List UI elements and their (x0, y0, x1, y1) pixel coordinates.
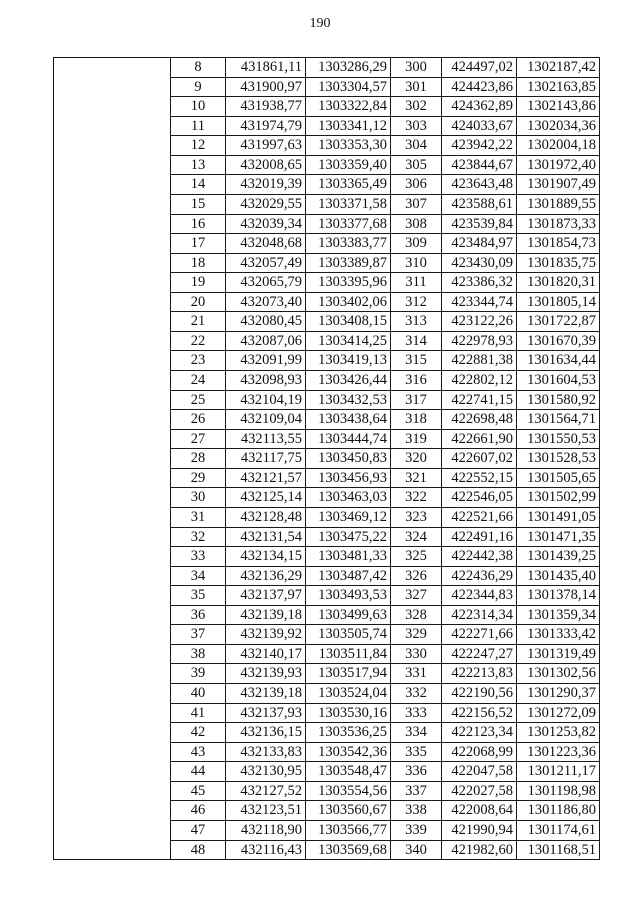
point-number-cell: 10 (171, 97, 226, 117)
point-number-cell: 15 (171, 194, 226, 214)
point-number-cell: 319 (391, 429, 442, 449)
merged-left-column-cell (54, 58, 171, 860)
x-coordinate-cell: 423386,32 (442, 273, 517, 293)
point-number-cell: 9 (171, 77, 226, 97)
x-coordinate-cell: 432128,48 (226, 507, 306, 527)
x-coordinate-cell: 431861,11 (226, 58, 306, 78)
point-number-cell: 327 (391, 586, 442, 606)
x-coordinate-cell: 432139,93 (226, 664, 306, 684)
y-coordinate-cell: 1303463,03 (306, 488, 391, 508)
y-coordinate-cell: 1303530,16 (306, 703, 391, 723)
y-coordinate-cell: 1301319,49 (517, 644, 600, 664)
y-coordinate-cell: 1303566,77 (306, 820, 391, 840)
y-coordinate-cell: 1301670,39 (517, 331, 600, 351)
y-coordinate-cell: 1303524,04 (306, 684, 391, 704)
y-coordinate-cell: 1303469,12 (306, 507, 391, 527)
y-coordinate-cell: 1303438,64 (306, 410, 391, 430)
x-coordinate-cell: 432125,14 (226, 488, 306, 508)
point-number-cell: 31 (171, 507, 226, 527)
point-number-cell: 329 (391, 625, 442, 645)
x-coordinate-cell: 432118,90 (226, 820, 306, 840)
x-coordinate-cell: 422213,83 (442, 664, 517, 684)
y-coordinate-cell: 1303475,22 (306, 527, 391, 547)
point-number-cell: 13 (171, 155, 226, 175)
y-coordinate-cell: 1302034,36 (517, 116, 600, 136)
page-number: 190 (309, 16, 331, 31)
point-number-cell: 325 (391, 547, 442, 567)
x-coordinate-cell: 422978,93 (442, 331, 517, 351)
y-coordinate-cell: 1301505,65 (517, 468, 600, 488)
x-coordinate-cell: 432121,57 (226, 468, 306, 488)
point-number-cell: 332 (391, 684, 442, 704)
y-coordinate-cell: 1303569,68 (306, 840, 391, 860)
x-coordinate-cell: 422491,16 (442, 527, 517, 547)
x-coordinate-cell: 423539,84 (442, 214, 517, 234)
y-coordinate-cell: 1301820,31 (517, 273, 600, 293)
x-coordinate-cell: 432133,83 (226, 742, 306, 762)
x-coordinate-cell: 422802,12 (442, 371, 517, 391)
y-coordinate-cell: 1302163,85 (517, 77, 600, 97)
y-coordinate-cell: 1301333,42 (517, 625, 600, 645)
x-coordinate-cell: 424033,67 (442, 116, 517, 136)
x-coordinate-cell: 423588,61 (442, 194, 517, 214)
point-number-cell: 324 (391, 527, 442, 547)
point-number-cell: 22 (171, 331, 226, 351)
x-coordinate-cell: 432130,95 (226, 762, 306, 782)
point-number-cell: 42 (171, 723, 226, 743)
x-coordinate-cell: 432087,06 (226, 331, 306, 351)
y-coordinate-cell: 1303286,29 (306, 58, 391, 78)
point-number-cell: 309 (391, 234, 442, 254)
x-coordinate-cell: 432019,39 (226, 175, 306, 195)
x-coordinate-cell: 431974,79 (226, 116, 306, 136)
x-coordinate-cell: 431938,77 (226, 97, 306, 117)
y-coordinate-cell: 1303487,42 (306, 566, 391, 586)
y-coordinate-cell: 1301528,53 (517, 449, 600, 469)
point-number-cell: 8 (171, 58, 226, 78)
point-number-cell: 44 (171, 762, 226, 782)
y-coordinate-cell: 1301550,53 (517, 429, 600, 449)
y-coordinate-cell: 1301359,34 (517, 605, 600, 625)
x-coordinate-cell: 432136,29 (226, 566, 306, 586)
y-coordinate-cell: 1303359,40 (306, 155, 391, 175)
y-coordinate-cell: 1303536,25 (306, 723, 391, 743)
point-number-cell: 310 (391, 253, 442, 273)
x-coordinate-cell: 432029,55 (226, 194, 306, 214)
point-number-cell: 26 (171, 410, 226, 430)
x-coordinate-cell: 432109,04 (226, 410, 306, 430)
point-number-cell: 326 (391, 566, 442, 586)
point-number-cell: 38 (171, 644, 226, 664)
point-number-cell: 302 (391, 97, 442, 117)
x-coordinate-cell: 432117,75 (226, 449, 306, 469)
y-coordinate-cell: 1303365,49 (306, 175, 391, 195)
point-number-cell: 306 (391, 175, 442, 195)
x-coordinate-cell: 432039,34 (226, 214, 306, 234)
point-number-cell: 338 (391, 801, 442, 821)
point-number-cell: 331 (391, 664, 442, 684)
y-coordinate-cell: 1301835,75 (517, 253, 600, 273)
y-coordinate-cell: 1303456,93 (306, 468, 391, 488)
y-coordinate-cell: 1303419,13 (306, 351, 391, 371)
y-coordinate-cell: 1301634,44 (517, 351, 600, 371)
x-coordinate-cell: 432139,18 (226, 684, 306, 704)
y-coordinate-cell: 1303389,87 (306, 253, 391, 273)
point-number-cell: 36 (171, 605, 226, 625)
x-coordinate-cell: 422546,05 (442, 488, 517, 508)
y-coordinate-cell: 1303450,83 (306, 449, 391, 469)
point-number-cell: 333 (391, 703, 442, 723)
x-coordinate-cell: 423344,74 (442, 292, 517, 312)
y-coordinate-cell: 1301854,73 (517, 234, 600, 254)
y-coordinate-cell: 1301604,53 (517, 371, 600, 391)
y-coordinate-cell: 1301972,40 (517, 155, 600, 175)
point-number-cell: 32 (171, 527, 226, 547)
x-coordinate-cell: 422314,34 (442, 605, 517, 625)
y-coordinate-cell: 1303505,74 (306, 625, 391, 645)
x-coordinate-cell: 422607,02 (442, 449, 517, 469)
x-coordinate-cell: 432091,99 (226, 351, 306, 371)
point-number-cell: 328 (391, 605, 442, 625)
point-number-cell: 23 (171, 351, 226, 371)
y-coordinate-cell: 1301873,33 (517, 214, 600, 234)
point-number-cell: 12 (171, 136, 226, 156)
point-number-cell: 311 (391, 273, 442, 293)
point-number-cell: 340 (391, 840, 442, 860)
x-coordinate-cell: 432137,93 (226, 703, 306, 723)
y-coordinate-cell: 1303560,67 (306, 801, 391, 821)
y-coordinate-cell: 1302187,42 (517, 58, 600, 78)
x-coordinate-cell: 432104,19 (226, 390, 306, 410)
point-number-cell: 25 (171, 390, 226, 410)
x-coordinate-cell: 422741,15 (442, 390, 517, 410)
x-coordinate-cell: 432065,79 (226, 273, 306, 293)
y-coordinate-cell: 1303383,77 (306, 234, 391, 254)
y-coordinate-cell: 1303444,74 (306, 429, 391, 449)
point-number-cell: 11 (171, 116, 226, 136)
x-coordinate-cell: 432131,54 (226, 527, 306, 547)
x-coordinate-cell: 432136,15 (226, 723, 306, 743)
point-number-cell: 304 (391, 136, 442, 156)
point-number-cell: 41 (171, 703, 226, 723)
x-coordinate-cell: 432008,65 (226, 155, 306, 175)
y-coordinate-cell: 1301805,14 (517, 292, 600, 312)
x-coordinate-cell: 422521,66 (442, 507, 517, 527)
point-number-cell: 27 (171, 429, 226, 449)
x-coordinate-cell: 432137,97 (226, 586, 306, 606)
point-number-cell: 40 (171, 684, 226, 704)
point-number-cell: 317 (391, 390, 442, 410)
x-coordinate-cell: 432127,52 (226, 781, 306, 801)
point-number-cell: 30 (171, 488, 226, 508)
x-coordinate-cell: 422123,34 (442, 723, 517, 743)
x-coordinate-cell: 422068,99 (442, 742, 517, 762)
point-number-cell: 39 (171, 664, 226, 684)
y-coordinate-cell: 1302143,86 (517, 97, 600, 117)
y-coordinate-cell: 1303353,30 (306, 136, 391, 156)
point-number-cell: 28 (171, 449, 226, 469)
point-number-cell: 37 (171, 625, 226, 645)
x-coordinate-cell: 432098,93 (226, 371, 306, 391)
y-coordinate-cell: 1301186,80 (517, 801, 600, 821)
y-coordinate-cell: 1301564,71 (517, 410, 600, 430)
y-coordinate-cell: 1301722,87 (517, 312, 600, 332)
x-coordinate-cell: 423430,09 (442, 253, 517, 273)
x-coordinate-cell: 422047,58 (442, 762, 517, 782)
x-coordinate-cell: 432073,40 (226, 292, 306, 312)
y-coordinate-cell: 1303432,53 (306, 390, 391, 410)
y-coordinate-cell: 1301378,14 (517, 586, 600, 606)
point-number-cell: 334 (391, 723, 442, 743)
x-coordinate-cell: 424362,89 (442, 97, 517, 117)
y-coordinate-cell: 1301290,37 (517, 684, 600, 704)
point-number-cell: 21 (171, 312, 226, 332)
y-coordinate-cell: 1303395,96 (306, 273, 391, 293)
x-coordinate-cell: 431997,63 (226, 136, 306, 156)
point-number-cell: 315 (391, 351, 442, 371)
point-number-cell: 24 (171, 371, 226, 391)
point-number-cell: 305 (391, 155, 442, 175)
point-number-cell: 313 (391, 312, 442, 332)
point-number-cell: 17 (171, 234, 226, 254)
point-number-cell: 335 (391, 742, 442, 762)
y-coordinate-cell: 1303304,57 (306, 77, 391, 97)
y-coordinate-cell: 1303499,63 (306, 605, 391, 625)
point-number-cell: 14 (171, 175, 226, 195)
point-number-cell: 19 (171, 273, 226, 293)
x-coordinate-cell: 422190,56 (442, 684, 517, 704)
x-coordinate-cell: 423942,22 (442, 136, 517, 156)
y-coordinate-cell: 1301168,51 (517, 840, 600, 860)
x-coordinate-cell: 431900,97 (226, 77, 306, 97)
x-coordinate-cell: 422552,15 (442, 468, 517, 488)
coordinates-table-body (54, 58, 600, 860)
x-coordinate-cell: 422881,38 (442, 351, 517, 371)
point-number-cell: 46 (171, 801, 226, 821)
y-coordinate-cell: 1301174,61 (517, 820, 600, 840)
point-number-cell: 307 (391, 194, 442, 214)
y-coordinate-cell: 1301198,98 (517, 781, 600, 801)
y-coordinate-cell: 1303341,12 (306, 116, 391, 136)
y-coordinate-cell: 1303517,94 (306, 664, 391, 684)
x-coordinate-cell: 432123,51 (226, 801, 306, 821)
y-coordinate-cell: 1301580,92 (517, 390, 600, 410)
point-number-cell: 303 (391, 116, 442, 136)
x-coordinate-cell: 432080,45 (226, 312, 306, 332)
point-number-cell: 316 (391, 371, 442, 391)
point-number-cell: 323 (391, 507, 442, 527)
x-coordinate-cell: 421990,94 (442, 820, 517, 840)
x-coordinate-cell: 432134,15 (226, 547, 306, 567)
y-coordinate-cell: 1303371,58 (306, 194, 391, 214)
y-coordinate-cell: 1303481,33 (306, 547, 391, 567)
x-coordinate-cell: 422344,83 (442, 586, 517, 606)
coordinates-table (53, 57, 600, 860)
x-coordinate-cell: 422436,29 (442, 566, 517, 586)
point-number-cell: 312 (391, 292, 442, 312)
y-coordinate-cell: 1301439,25 (517, 547, 600, 567)
point-number-cell: 337 (391, 781, 442, 801)
y-coordinate-cell: 1303426,44 (306, 371, 391, 391)
point-number-cell: 336 (391, 762, 442, 782)
point-number-cell: 339 (391, 820, 442, 840)
y-coordinate-cell: 1303322,84 (306, 97, 391, 117)
x-coordinate-cell: 422698,48 (442, 410, 517, 430)
y-coordinate-cell: 1301889,55 (517, 194, 600, 214)
x-coordinate-cell: 432140,17 (226, 644, 306, 664)
y-coordinate-cell: 1303493,53 (306, 586, 391, 606)
x-coordinate-cell: 422247,27 (442, 644, 517, 664)
x-coordinate-cell: 423643,48 (442, 175, 517, 195)
y-coordinate-cell: 1301502,99 (517, 488, 600, 508)
y-coordinate-cell: 1303408,15 (306, 312, 391, 332)
y-coordinate-cell: 1301272,09 (517, 703, 600, 723)
x-coordinate-cell: 432116,43 (226, 840, 306, 860)
point-number-cell: 16 (171, 214, 226, 234)
y-coordinate-cell: 1303554,56 (306, 781, 391, 801)
point-number-cell: 330 (391, 644, 442, 664)
y-coordinate-cell: 1301435,40 (517, 566, 600, 586)
y-coordinate-cell: 1303377,68 (306, 214, 391, 234)
x-coordinate-cell: 423122,26 (442, 312, 517, 332)
table-row (54, 58, 600, 78)
x-coordinate-cell: 421982,60 (442, 840, 517, 860)
y-coordinate-cell: 1301491,05 (517, 507, 600, 527)
y-coordinate-cell: 1302004,18 (517, 136, 600, 156)
y-coordinate-cell: 1301471,35 (517, 527, 600, 547)
point-number-cell: 20 (171, 292, 226, 312)
point-number-cell: 35 (171, 586, 226, 606)
point-number-cell: 320 (391, 449, 442, 469)
point-number-cell: 33 (171, 547, 226, 567)
x-coordinate-cell: 424423,86 (442, 77, 517, 97)
point-number-cell: 48 (171, 840, 226, 860)
point-number-cell: 18 (171, 253, 226, 273)
y-coordinate-cell: 1301223,36 (517, 742, 600, 762)
x-coordinate-cell: 424497,02 (442, 58, 517, 78)
point-number-cell: 34 (171, 566, 226, 586)
point-number-cell: 308 (391, 214, 442, 234)
x-coordinate-cell: 422008,64 (442, 801, 517, 821)
point-number-cell: 321 (391, 468, 442, 488)
y-coordinate-cell: 1303414,25 (306, 331, 391, 351)
x-coordinate-cell: 422027,58 (442, 781, 517, 801)
point-number-cell: 314 (391, 331, 442, 351)
y-coordinate-cell: 1303542,36 (306, 742, 391, 762)
y-coordinate-cell: 1303548,47 (306, 762, 391, 782)
point-number-cell: 43 (171, 742, 226, 762)
x-coordinate-cell: 432057,49 (226, 253, 306, 273)
point-number-cell: 29 (171, 468, 226, 488)
y-coordinate-cell: 1301907,49 (517, 175, 600, 195)
y-coordinate-cell: 1301302,56 (517, 664, 600, 684)
x-coordinate-cell: 422156,52 (442, 703, 517, 723)
x-coordinate-cell: 422661,90 (442, 429, 517, 449)
x-coordinate-cell: 422271,66 (442, 625, 517, 645)
x-coordinate-cell: 432113,55 (226, 429, 306, 449)
x-coordinate-cell: 423844,67 (442, 155, 517, 175)
point-number-cell: 300 (391, 58, 442, 78)
point-number-cell: 47 (171, 820, 226, 840)
point-number-cell: 301 (391, 77, 442, 97)
y-coordinate-cell: 1303511,84 (306, 644, 391, 664)
y-coordinate-cell: 1301211,17 (517, 762, 600, 782)
point-number-cell: 318 (391, 410, 442, 430)
x-coordinate-cell: 432139,18 (226, 605, 306, 625)
x-coordinate-cell: 423484,97 (442, 234, 517, 254)
point-number-cell: 45 (171, 781, 226, 801)
point-number-cell: 322 (391, 488, 442, 508)
y-coordinate-cell: 1301253,82 (517, 723, 600, 743)
y-coordinate-cell: 1303402,06 (306, 292, 391, 312)
x-coordinate-cell: 432139,92 (226, 625, 306, 645)
x-coordinate-cell: 432048,68 (226, 234, 306, 254)
x-coordinate-cell: 422442,38 (442, 547, 517, 567)
